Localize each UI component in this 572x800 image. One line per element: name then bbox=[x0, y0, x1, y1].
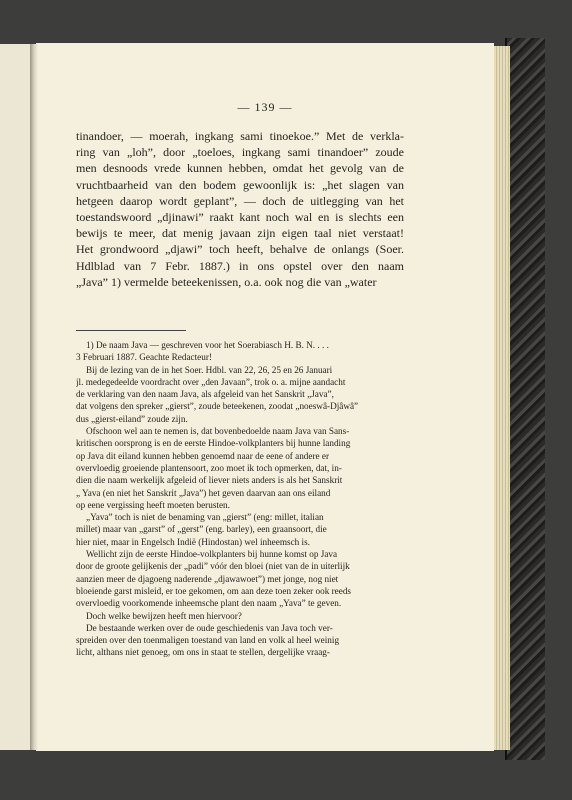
footnote-line: aanzien meer de djagoeng naderende „djawawoet”) met jonge, nog niet bbox=[76, 573, 339, 584]
body-text bbox=[76, 128, 404, 290]
body-line: toestandswoord „djinawi” raakt kant noch wal en is slechts een bbox=[76, 210, 404, 225]
footnote-line: Ofschoon wel aan te nemen is, dat bovenbedoelde naam Java van Sans- bbox=[86, 426, 350, 437]
body-line: Het grondwoord „djawi” toch heeft, behalve de onlangs (Soer. bbox=[76, 242, 404, 257]
body-line: hetgeen daarop wordt geplant”, — doch de uitlegging van het bbox=[76, 193, 404, 208]
body-line: Hdlblad van 7 Febr. 1887.) in ons opstel over den naam bbox=[76, 258, 404, 273]
body-line: bewijs te meer, dat menig javaan zijn eigen taal niet verstaat! bbox=[76, 226, 404, 241]
footnote-line: Doch welke bewijzen heeft men hiervoor? bbox=[86, 610, 242, 621]
footnote-line: 3 Februari 1887. Geachte Redacteur! bbox=[76, 352, 212, 363]
footnote-line: millet) maar van „garst” of „gerst” (eng. barley), een graansoort, die bbox=[76, 524, 327, 535]
footnote-line: spreiden over den toenmaligen toestand van land en volk al heel weinig bbox=[76, 635, 340, 646]
page-gutter-shadow bbox=[30, 44, 38, 750]
body-line: ring van „loh”, door „toeloes, ingkang sami tinandoer” zoude bbox=[76, 145, 404, 160]
footnote-text bbox=[76, 339, 404, 659]
footnote-line: door de groote gelijkenis der „padi” vóór den bloei (niet van de in uiterlijk bbox=[76, 561, 350, 572]
footnote-line: „Yava” toch is niet de benaming van „gierst” (eng: millet, italian bbox=[86, 512, 324, 523]
marbled-book-cover bbox=[505, 38, 545, 760]
footnote-line: op Java dit eiland kunnen hebben genoemd naar de eene of andere er bbox=[76, 450, 330, 461]
footnote-line: overvloedig groeiende plantensoort, zoo moet ik toch opmerken, dat, in- bbox=[76, 462, 342, 473]
footnote-line: bloeiende garst misleid, er toe gekomen, om aan deze toen zeker ook reeds bbox=[76, 585, 352, 596]
footnote-line: Bij de lezing van de in het Soer. Hdbl. van 22, 26, 25 en 26 Januari bbox=[86, 364, 333, 375]
footnote-divider bbox=[76, 330, 186, 331]
footnote-line: overvloedig voorkomende inheemsche plant den naam „Yava” te geven. bbox=[76, 598, 342, 609]
footnote-line: dus „gierst-eiland” zoude zijn. bbox=[76, 413, 188, 424]
footnote-line: 1) De naam Java — geschreven voor het Soerabiasch H. B. N. . . . bbox=[86, 340, 329, 350]
footnote-line: op eene vergissing heeft moeten berusten. bbox=[76, 499, 230, 510]
footnote-line: jl. medegedeelde voordracht over „den Javaan”, trok o. a. mijne aandacht bbox=[76, 376, 346, 387]
body-line: tinandoer, — moerah, ingkang sami tinoekoe.” Met de verkla- bbox=[76, 129, 404, 143]
footnote-line: De bestaande werken over de oude geschiedenis van Java toch ver- bbox=[86, 622, 333, 633]
footnote-line: kritischen oorsprong is en de eerste Hindoe-volkplanters bij hunne landing bbox=[76, 438, 351, 449]
footnote-line: hier niet, maar in Engelsch Indië (Hindostan) wel inheemsch is. bbox=[76, 536, 310, 547]
page-number: — 139 — bbox=[237, 100, 293, 114]
footnote-line: dat volgens den spreker „gierst”, zoude beteekenen, zoodat „noeswâ-Djâwâ” bbox=[76, 401, 359, 412]
left-page-edge bbox=[0, 44, 32, 750]
body-line: „Java” 1) vermelde beteekenissen, o.a. ook nog die van „water bbox=[76, 274, 377, 289]
body-line: men desnoods vrede kunnen hebben, omdat het gevolg van de bbox=[76, 161, 404, 176]
footnote-line: dien die naam werkelijk afgeleid of liever niets anders is als het Sanskrit bbox=[76, 475, 343, 486]
body-line: vruchtbaarheid van den bodem gewoonlijk is: „het slagen van bbox=[76, 177, 404, 192]
footnote-line: „ Yava (en niet het Sanskrit „Java”) het geven daarvan aan ons eiland bbox=[76, 487, 331, 498]
footnote-line: de verklaring van den naam Java, als afgeleid van het Sanskrit „Java”, bbox=[76, 389, 334, 400]
footnote-line: licht, althans niet genoeg, om ons in staat te stellen, dergelijke vraag- bbox=[76, 647, 330, 658]
footnote-line: Wellicht zijn de eerste Hindoe-volkplanters bij hunne komst op Java bbox=[86, 549, 338, 560]
book-page bbox=[36, 43, 494, 751]
